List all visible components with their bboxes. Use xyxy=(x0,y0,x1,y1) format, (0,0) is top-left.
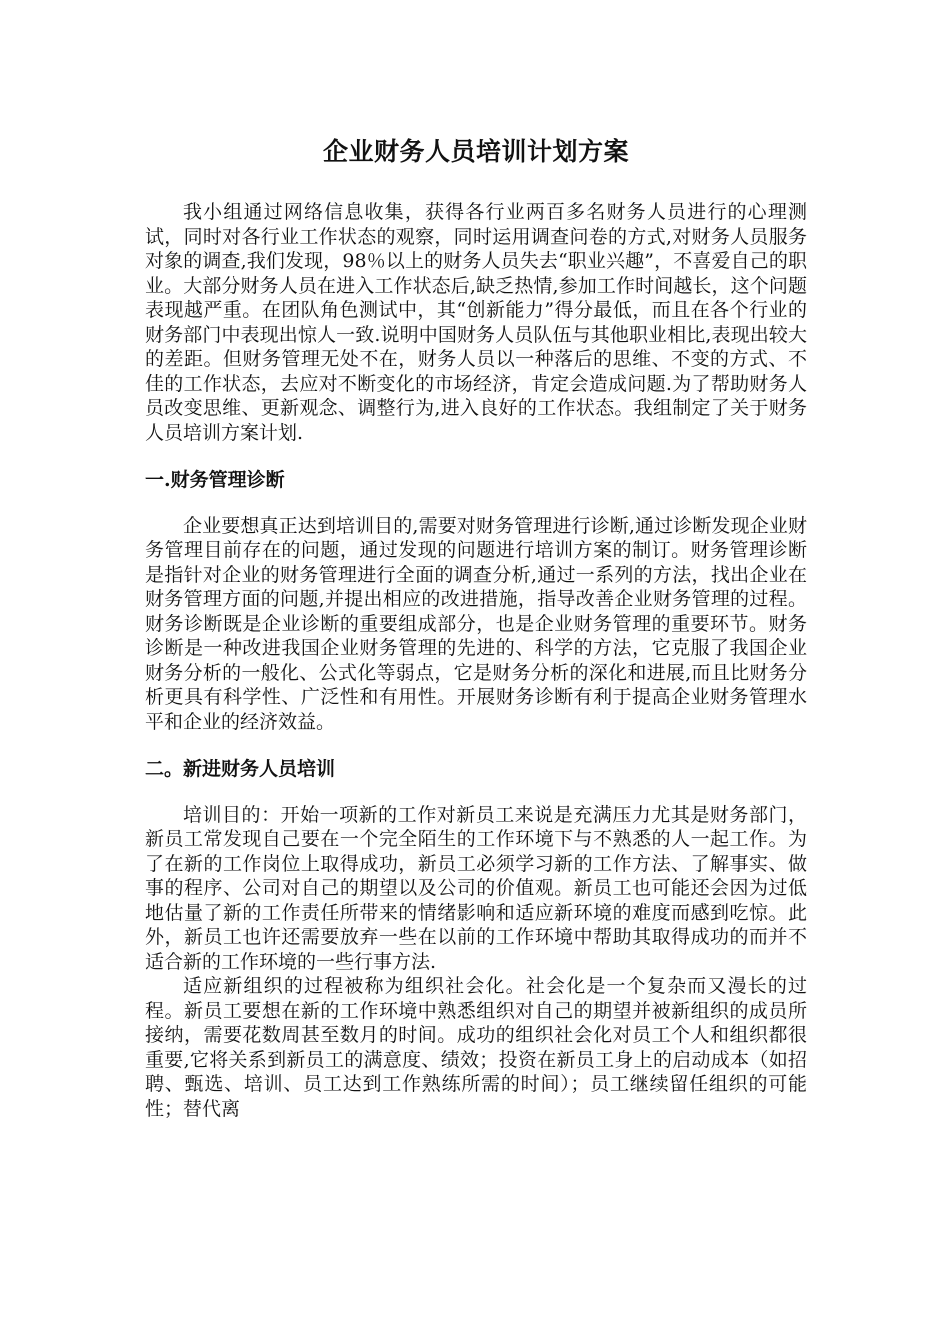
document-title: 企业财务人员培训计划方案 xyxy=(322,137,629,166)
section-paragraph-training-purpose: 培训目的：开始一项新的工作对新员工来说是充满压力尤其是财务部门，新员工常发现自己要在一个完全陌生的工作环境下与不熟悉的人一起工作。为了在新的工作岗位上取得成功，新员工必须学习新的工作方法、了解事实、做事的程序、公司对自己的期望以及公司的价值观。新员工也可能还会因为过低地估量了新的工作责任所带来的情绪影响和适应新环境的难度而感到吃惊。此外，新员工也许还需要放弃一些在以前的工作环境中帮助其取得成功的而并不适合新的工作环境的一些行事方法. xyxy=(145,803,807,973)
section-heading-diagnosis: 一.财务管理诊断 xyxy=(145,469,285,491)
document-body xyxy=(145,132,807,1121)
section-paragraph-diagnosis: 企业要想真正达到培训目的,需要对财务管理进行诊断,通过诊断发现企业财务管理目前存在的问题，通过发现的问题进行培训方案的制订。财务管理诊断是指针对企业的财务管理进行全面的调查分析,通过一系列的方法，找出企业在财务管理方面的问题,并提出相应的改进措施，指导改善企业财务管理的过程。财务诊断既是企业诊断的重要组成部分，也是企业财务管理的重要环节。财务诊断是一种改进我国企业财务管理的先进的、科学的方法，它克服了我国企业财务分析的一般化、公式化等弱点，它是财务分析的深化和进展,而且比财务分析更具有科学性、广泛性和有用性。开展财务诊断有利于提高企业财务管理水平和企业的经济效益。 xyxy=(145,514,807,733)
section-heading-new-staff-training: 二。新进财务人员培训 xyxy=(145,758,336,780)
intro-paragraph: 我小组通过网络信息收集，获得各行业两百多名财务人员进行的心理测试，同时对各行业工作状态的观察，同时运用调查问卷的方式,对财务人员服务对象的调查,我们发现，98％以上的财务人员失去“职业兴趣”，不喜爱自己的职业。大部分财务人员在进入工作状态后,缺乏热情,参加工作时间越长，这个问题表现越严重。在团队角色测试中，其“创新能力”得分最低，而且在各个行业的财务部门中表现出惊人一致.说明中国财务人员队伍与其他职业相比,表现出较大的差距。但财务管理无处不在，财务人员以一种落后的思维、不变的方式、不佳的工作状态，去应对不断变化的市场经济，肯定会造成问题.为了帮助财务人员改变思维、更新观念、调整行为,进入良好的工作状态。我组制定了关于财务人员培训方案计划. xyxy=(145,201,807,444)
section-paragraph-socialization: 适应新组织的过程被称为组织社会化。社会化是一个复杂而又漫长的过程。新员工要想在新的工作环境中熟悉组织对自己的期望并被新组织的成员所接纳，需要花数周甚至数月的时间。成功的组织社会化对员工个人和组织都很重要,它将关系到新员工的满意度、绩效；投资在新员工身上的启动成本（如招聘、甄选、培训、员工达到工作熟练所需的时间）；员工继续留任组织的可能性；替代离 xyxy=(145,975,807,1120)
